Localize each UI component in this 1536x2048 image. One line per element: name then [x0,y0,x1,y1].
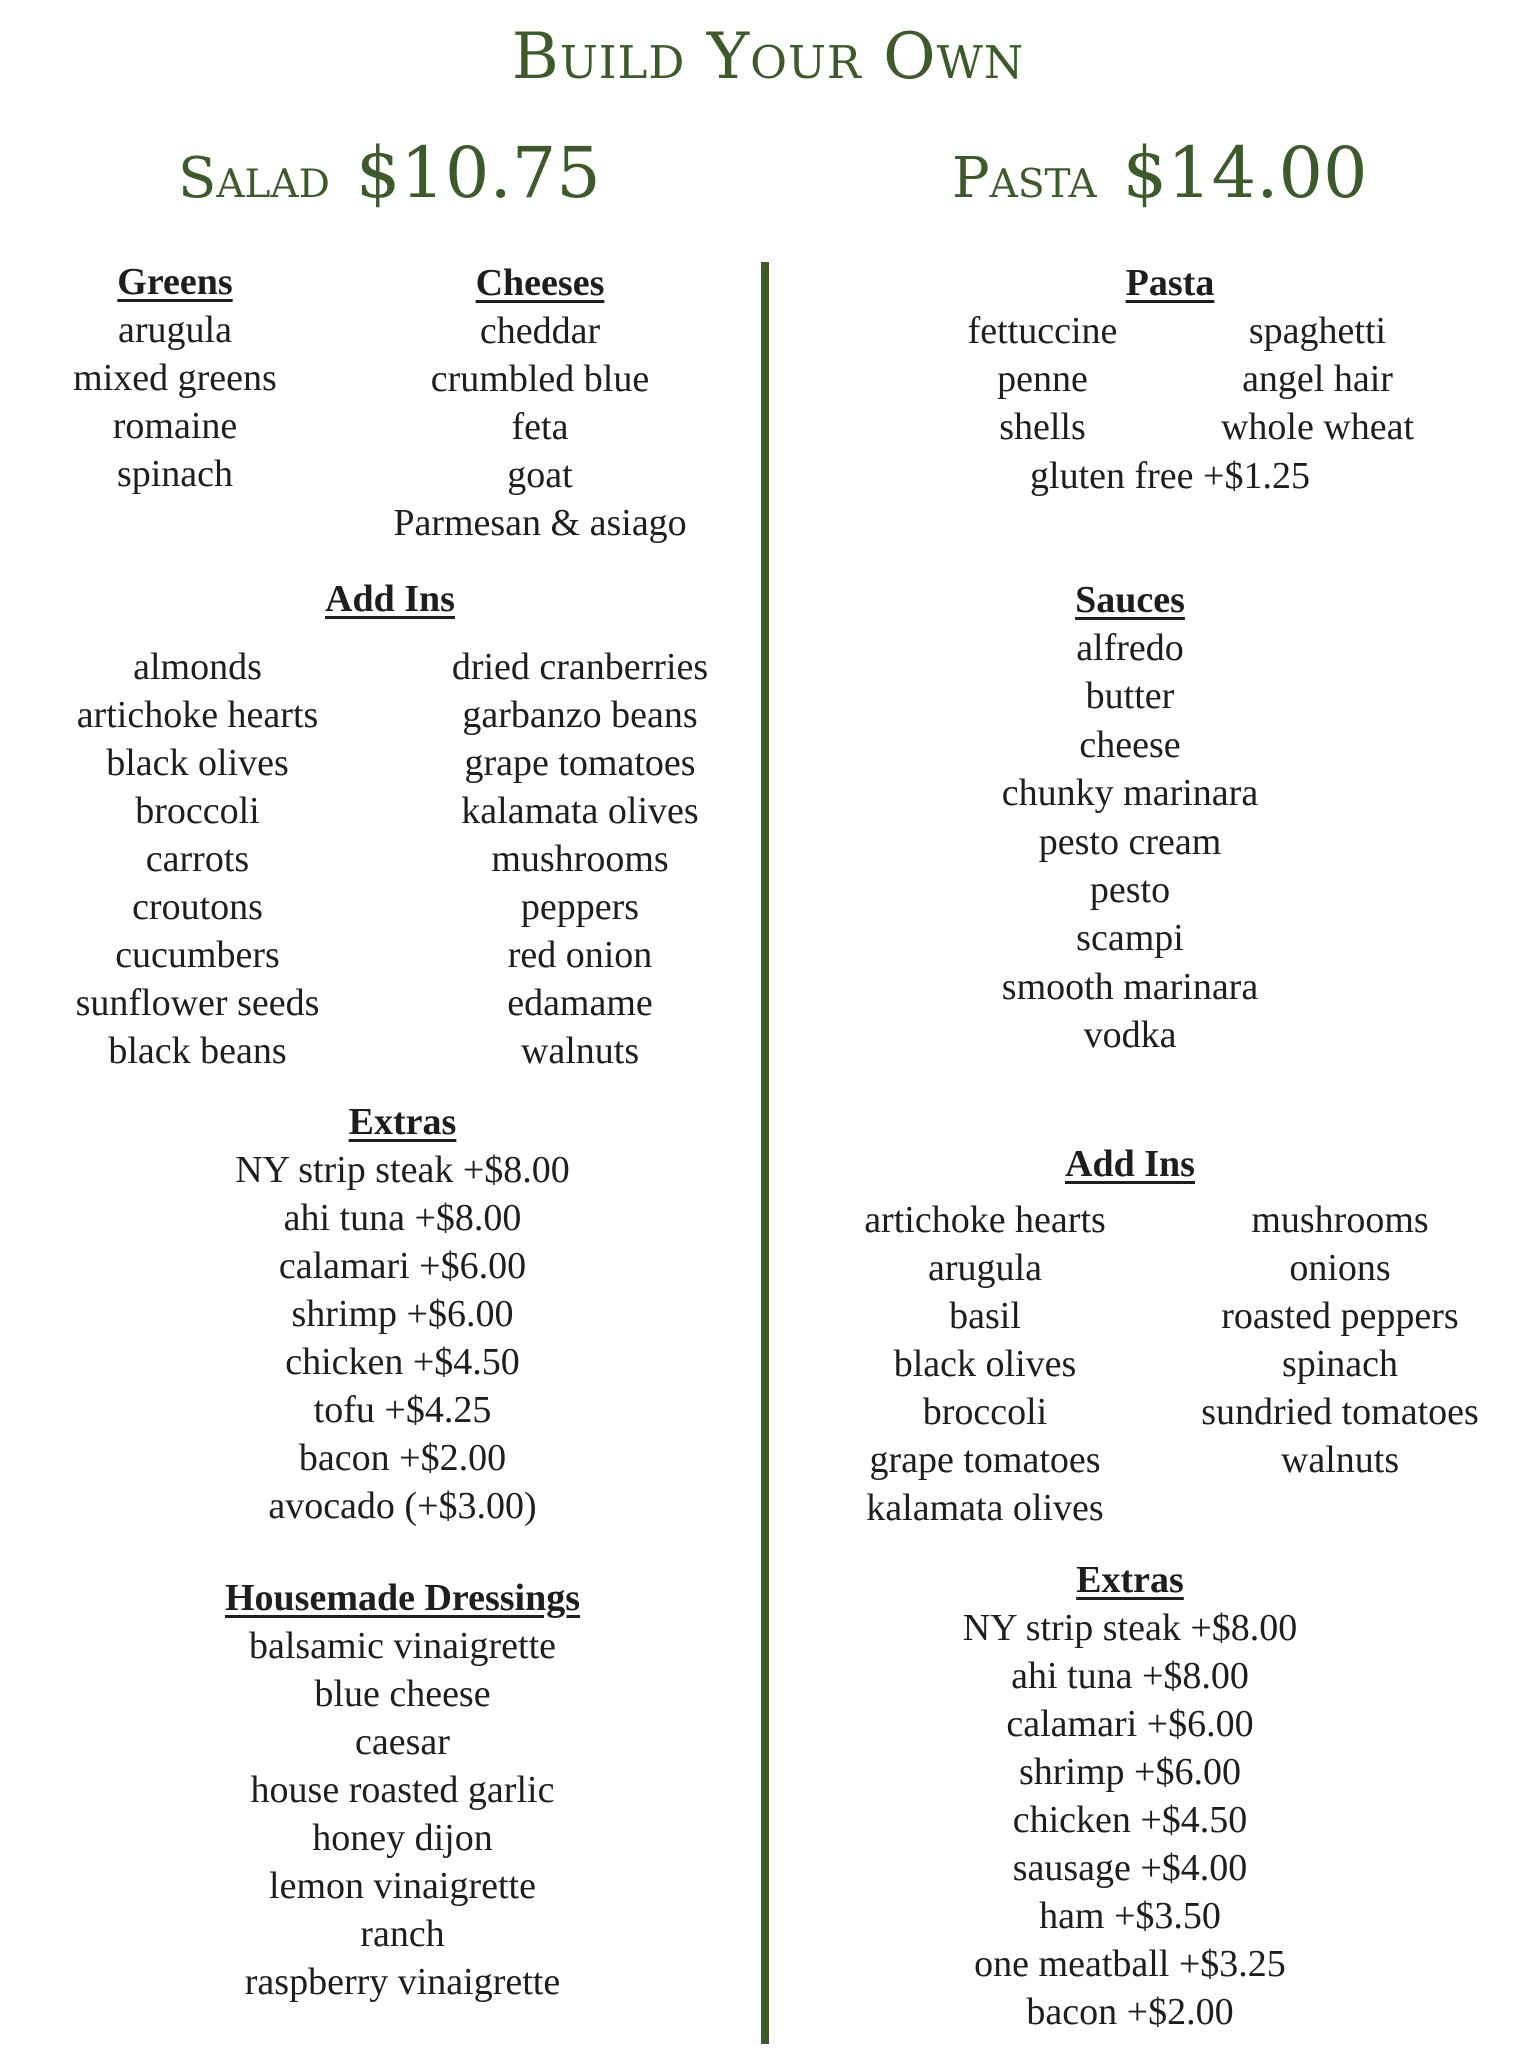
list-item: sausage +$4.00 [1012,1847,1248,1889]
list-item: cheese [1079,723,1181,766]
list-item: artichoke hearts [76,694,319,736]
list-item: ranch [360,1913,445,1955]
pasta-extras-heading: Extras [1076,1559,1184,1601]
list-item: peppers [520,886,640,928]
list-item: basil [949,1295,1021,1337]
list-item: NY strip steak +$8.00 [962,1607,1298,1649]
salad-extras-section [130,1098,675,1530]
pasta-price: $14.00 [1122,132,1368,214]
list-item: mixed greens [73,357,277,399]
list-item: artichoke hearts [864,1199,1106,1241]
pasta-addins-right [1160,1196,1520,1484]
list-item: walnuts [1280,1439,1400,1481]
salad-dressings-section [130,1574,675,2006]
list-item: blue cheese [314,1673,491,1715]
list-item: almonds [133,646,262,688]
list-item: black olives [106,742,289,784]
list-item: crumbled blue [430,358,650,400]
list-item: tofu +$4.25 [313,1389,492,1431]
list-item: fettuccine [967,310,1118,352]
gluten-free-option: gluten free +$1.25 [1030,455,1310,497]
list-item: ham +$3.50 [1039,1895,1221,1937]
list-item: ahi tuna +$8.00 [1011,1655,1249,1697]
salad-cheeses-heading: Cheeses [475,262,605,304]
list-item: house roasted garlic [250,1769,555,1811]
list-item: shrimp +$6.00 [291,1293,514,1335]
list-item: honey dijon [312,1817,493,1859]
page-title: Build Your Own [511,20,1025,94]
list-item: sunflower seeds [75,982,320,1024]
list-item: arugula [118,309,232,351]
pasta-addins-left [810,1196,1160,1532]
list-item: black olives [893,1343,1077,1385]
list-item: penne [997,358,1088,400]
list-item: romaine [112,405,238,447]
list-item: spinach [1281,1343,1399,1385]
list-item: lemon vinaigrette [269,1865,536,1907]
list-item: sundried tomatoes [1201,1391,1479,1433]
list-item: calamari +$6.00 [1006,1703,1254,1745]
list-item: calamari +$6.00 [278,1245,527,1287]
pasta-label: Pasta [952,146,1097,211]
list-item: spinach [116,453,234,495]
list-item: mushrooms [491,838,669,880]
column-divider [761,262,769,2044]
salad-price: $10.75 [355,132,601,214]
list-item: grape tomatoes [464,742,696,784]
list-item: bacon +$2.00 [298,1437,507,1479]
list-item: alfredo [1076,627,1184,669]
list-item: black beans [108,1030,287,1072]
list-item: roasted peppers [1221,1295,1459,1337]
list-item: bacon +$2.00 [1026,1991,1234,2033]
salad-addins-heading: Add Ins [325,578,455,620]
list-item: raspberry vinaigrette [244,1961,561,2003]
salad-cheeses-section [340,259,740,547]
list-item: shrimp +$6.00 [1019,1751,1241,1793]
salad-extras-heading: Extras [348,1101,457,1143]
salad-greens-section [20,258,330,498]
list-item: carrots [145,838,250,880]
salad-greens-heading: Greens [117,261,233,303]
list-item: NY strip steak +$8.00 [235,1149,570,1191]
list-item: cucumbers [115,934,280,976]
list-item: garbanzo beans [462,694,698,736]
list-item: scampi [1076,917,1184,960]
list-item: mushrooms [1251,1199,1429,1241]
list-item: shells [999,406,1086,448]
list-item: balsamic vinaigrette [248,1625,557,1667]
list-item: dried cranberries [451,646,709,688]
pasta-sauces-heading: Sauces [1075,579,1185,621]
salad-addins-left [20,643,375,1075]
list-item: vodka [1083,1014,1177,1057]
list-item: spaghetti [1248,310,1387,352]
list-item: kalamata olives [866,1487,1104,1529]
pasta-shapes-left [925,307,1160,451]
pasta-extras-section [880,1556,1380,2036]
list-item: one meatball +$3.25 [974,1943,1286,1985]
list-item: broccoli [135,790,260,832]
list-item: walnuts [520,1030,640,1072]
list-item: chicken +$4.50 [285,1341,520,1383]
list-item: cheddar [479,310,601,352]
list-item: ahi tuna +$8.00 [283,1197,522,1239]
list-item: pesto cream [1038,820,1222,863]
list-item: kalamata olives [461,790,699,832]
pasta-addins-heading: Add Ins [1065,1143,1195,1185]
pasta-shapes-heading: Pasta [1125,262,1215,304]
list-item: croutons [132,886,263,928]
list-item: onions [1289,1247,1391,1289]
pasta-title [952,132,1368,214]
list-item: feta [511,406,569,448]
list-item: pesto [1089,868,1171,911]
list-item: butter [1085,675,1175,718]
list-item: caesar [355,1721,450,1763]
list-item: whole wheat [1220,406,1415,448]
list-item: red onion [507,934,653,976]
list-item: avocado (+$3.00) [268,1485,537,1527]
pasta-sauces-section [930,576,1330,1060]
salad-dressings-heading: Housemade Dressings [224,1577,581,1619]
list-item: chunky marinara [1001,772,1259,815]
salad-title [178,132,601,214]
list-item: arugula [928,1247,1042,1289]
salad-label: Salad [178,146,330,211]
list-item: Parmesan & asiago [393,502,687,544]
list-item: grape tomatoes [869,1439,1101,1481]
list-item: edamame [507,982,653,1024]
list-item: smooth marinara [1001,965,1259,1008]
salad-addins-right [400,643,760,1075]
list-item: chicken +$4.50 [1012,1799,1248,1841]
list-item: broccoli [922,1391,1048,1433]
list-item: goat [507,454,573,496]
list-item: angel hair [1242,358,1393,400]
pasta-shapes-right [1170,307,1465,451]
